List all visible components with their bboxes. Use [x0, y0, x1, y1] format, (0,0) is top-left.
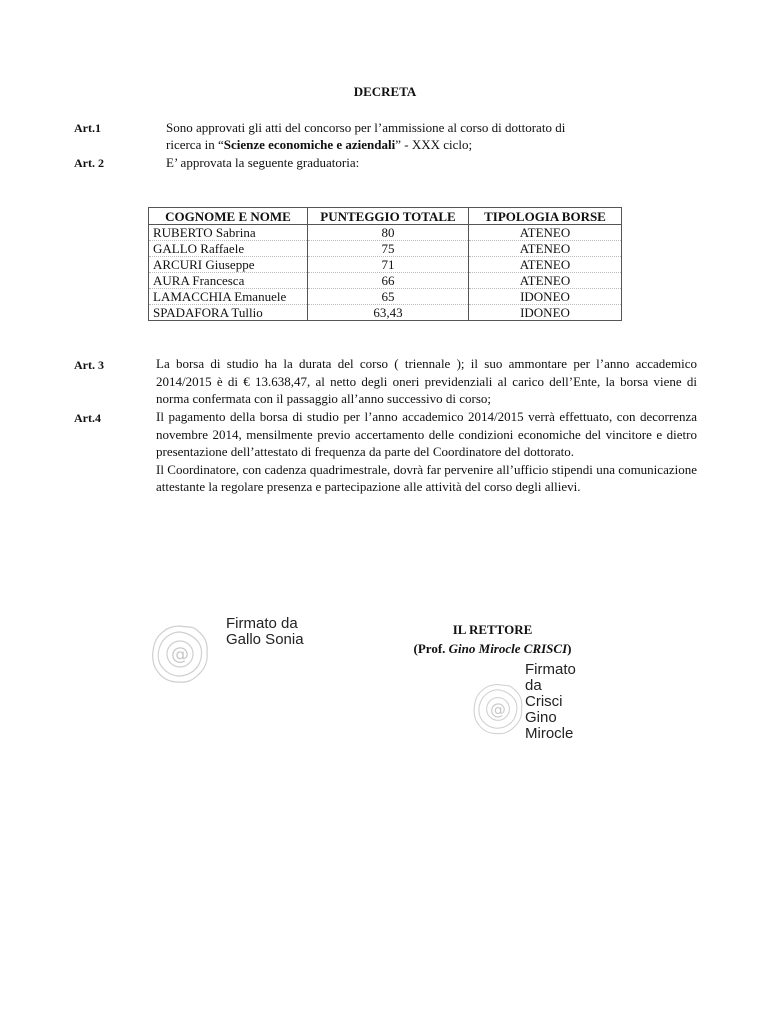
signature-right-line1: Firmato: [525, 661, 576, 678]
signature-seal-icon: [470, 681, 526, 737]
cell-score: 65: [308, 289, 469, 305]
rettore-name-line: [380, 641, 605, 657]
svg-text:@: @: [490, 699, 506, 719]
art1-text: [166, 119, 636, 153]
cell-score: 66: [308, 273, 469, 289]
art3-label: Art. 3: [74, 358, 104, 372]
cell-name: GALLO Raffaele: [149, 241, 308, 257]
art1-line2: [166, 136, 636, 153]
signature-seal-icon: [148, 622, 212, 686]
rettore-open-paren: (: [413, 641, 418, 656]
table-row: [149, 305, 622, 321]
cell-type: ATENEO: [469, 241, 622, 257]
cell-type: IDONEO: [469, 289, 622, 305]
signature-left-text: [226, 616, 304, 648]
table-row: [149, 273, 622, 289]
signature-right-line5: Mirocle: [525, 725, 574, 742]
svg-text:@: @: [171, 644, 189, 665]
art1-course-name: Scienze economiche e aziendali: [223, 137, 396, 152]
signature-right-text: [525, 662, 576, 742]
art4-paragraph-1: Il pagamento della borsa di studio per l’anno accademico 2014/2015 verrà effettuato, con decorrenza novembre 2014, mensilmente previo accertamento delle condizioni economiche del vincitore e dietro presentazione dell’attestato di frequenza da parte del Coordinatore del dottorato.: [156, 409, 697, 459]
cell-name: ARCURI Giuseppe: [149, 257, 308, 273]
graduatoria-table: [148, 207, 622, 321]
signature-right-line2: da: [525, 677, 542, 694]
cell-type: ATENEO: [469, 257, 622, 273]
art1-line1: Sono approvati gli atti del concorso per l’ammissione al corso di dottorato di: [166, 120, 566, 135]
header-type: TIPOLOGIA BORSE: [469, 208, 622, 225]
art1-label: Art.1: [74, 121, 101, 135]
art4-label: Art.4: [74, 411, 101, 425]
signature-left-line1: Firmato da: [226, 615, 298, 632]
table-row: [149, 257, 622, 273]
cell-type: ATENEO: [469, 225, 622, 241]
cell-name: RUBERTO Sabrina: [149, 225, 308, 241]
art3-text: La borsa di studio ha la durata del corso ( triennale ); il suo ammontare per l’anno accademico 2014/2015 è di € 13.638,47, al netto degli oneri previdenziali al carico dell’Ente, la borsa viene di norma confermata con il passaggio all’anno successivo di corso;: [156, 356, 697, 406]
table-header-row: [149, 208, 622, 225]
table-row: [149, 225, 622, 241]
signature-right-line4: Gino: [525, 709, 557, 726]
cell-name: AURA Francesca: [149, 273, 308, 289]
cell-score: 80: [308, 225, 469, 241]
table-row: [149, 289, 622, 305]
header-score: PUNTEGGIO TOTALE: [308, 208, 469, 225]
rettore-prefix: Prof.: [417, 641, 449, 656]
cell-type: ATENEO: [469, 273, 622, 289]
cell-type: IDONEO: [469, 305, 622, 321]
cell-score: 71: [308, 257, 469, 273]
header-name: COGNOME E NOME: [149, 208, 308, 225]
rettore-name: Gino Mirocle CRISCI: [448, 641, 568, 656]
table-row: [149, 241, 622, 257]
cell-name: LAMACCHIA Emanuele: [149, 289, 308, 305]
cell-score: 63,43: [308, 305, 469, 321]
art4-paragraph-2: Il Coordinatore, con cadenza quadrimestrale, dovrà far pervenire all’ufficio stipendi una comunicazione attestante la regolare presenza e partecipazione alle attività del corso degli allievi.: [156, 461, 697, 494]
cell-score: 75: [308, 241, 469, 257]
art4-text: [156, 408, 697, 496]
signature-left-line2: Gallo Sonia: [226, 631, 304, 648]
decree-heading: DECRETA: [353, 84, 417, 99]
rettore-title: IL RETTORE: [452, 622, 533, 637]
art2-label: Art. 2: [74, 156, 104, 170]
art1-line2-post: ” - XXX ciclo;: [395, 137, 473, 152]
cell-name: SPADAFORA Tullio: [149, 305, 308, 321]
signature-right-line3: Crisci: [525, 693, 563, 710]
rettore-close-paren: ): [567, 641, 572, 656]
art1-line2-pre: ricerca in “: [166, 137, 224, 152]
art2-text: E’ approvata la seguente graduatoria:: [166, 155, 360, 170]
